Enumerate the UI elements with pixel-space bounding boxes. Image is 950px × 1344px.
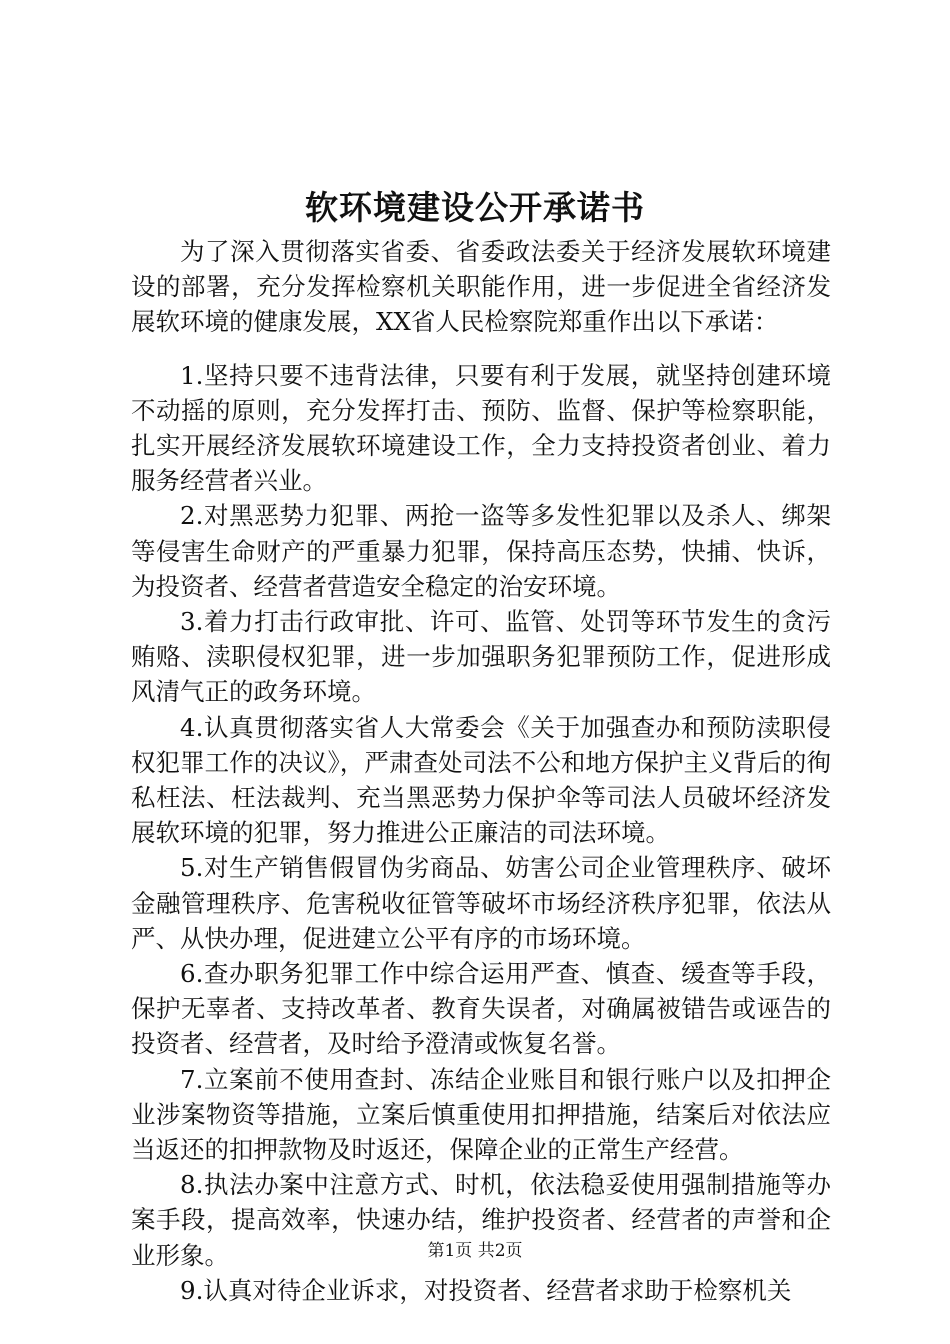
commitment-item-7: 7.立案前不使用查封、冻结企业账目和银行账户以及扣押企业涉案物资等措施，立案后慎重使用扣押措施，结案后对依法应当返还的扣押款物及时返还，保障企业的正常生产经营。 xyxy=(131,1064,831,1165)
intro-paragraph: 为了深入贯彻落实省委、省委政法委关于经济发展软环境建设的部署，充分发挥检察机关职能作用，进一步促进全省经济发展软环境的健康发展，XX省人民检察院郑重作出以下承诺： xyxy=(131,237,831,337)
commitment-item-3: 3.着力打击行政审批、许可、监管、处罚等环节发生的贪污贿赂、渎职侵权犯罪，进一步加强职务犯罪预防工作，促进形成风清气正的政务环境。 xyxy=(131,607,831,707)
commitment-item-9: 9.认真对待企业诉求，对投资者、经营者求助于检察机关 xyxy=(180,1275,792,1305)
commitment-item-4: 4.认真贯彻落实省人大常委会《关于加强查办和预防渎职侵权犯罪工作的决议》，严肃查处司法不公和地方保护主义背后的徇私枉法、枉法裁判、充当黑恶势力保护伞等司法人员破坏经济发展软环境的犯罪，努力推进公正廉洁的司法环境。 xyxy=(131,712,831,848)
document-title: 软环境建设公开承诺书 xyxy=(305,188,645,227)
page-number-footer: 第1页 共2页 xyxy=(427,1241,523,1261)
commitment-item-6: 6.查办职务犯罪工作中综合运用严查、慎查、缓查等手段，保护无辜者、支持改革者、教育失误者，对确属被错告或诬告的投资者、经营者，及时给予澄清或恢复名誉。 xyxy=(131,959,831,1059)
commitment-item-5: 5.对生产销售假冒伪劣商品、妨害公司企业管理秩序、破坏金融管理秩序、危害税收征管等破坏市场经济秩序犯罪，依法从严、从快办理，促进建立公平有序的市场环境。 xyxy=(131,853,831,953)
document-body xyxy=(131,234,831,1308)
commitment-item-1: 1.坚持只要不违背法律，只要有利于发展，就坚持创建环境不动摇的原则，充分发挥打击、预防、监督、保护等检察职能，扎实开展经济发展软环境建设工作，全力支持投资者创业、着力服务经营者兴业。 xyxy=(131,360,831,496)
commitment-item-8: 8.执法办案中注意方式、时机，依法稳妥使用强制措施等办案手段，提高效率，快速办结，维护投资者、经营者的声誉和企业形象。 xyxy=(131,1170,831,1270)
commitment-item-2: 2.对黑恶势力犯罪、两抢一盗等多发性犯罪以及杀人、绑架等侵害生命财产的严重暴力犯罪，保持高压态势，快捕、快诉，为投资者、经营者营造安全稳定的治安环境。 xyxy=(131,501,831,601)
